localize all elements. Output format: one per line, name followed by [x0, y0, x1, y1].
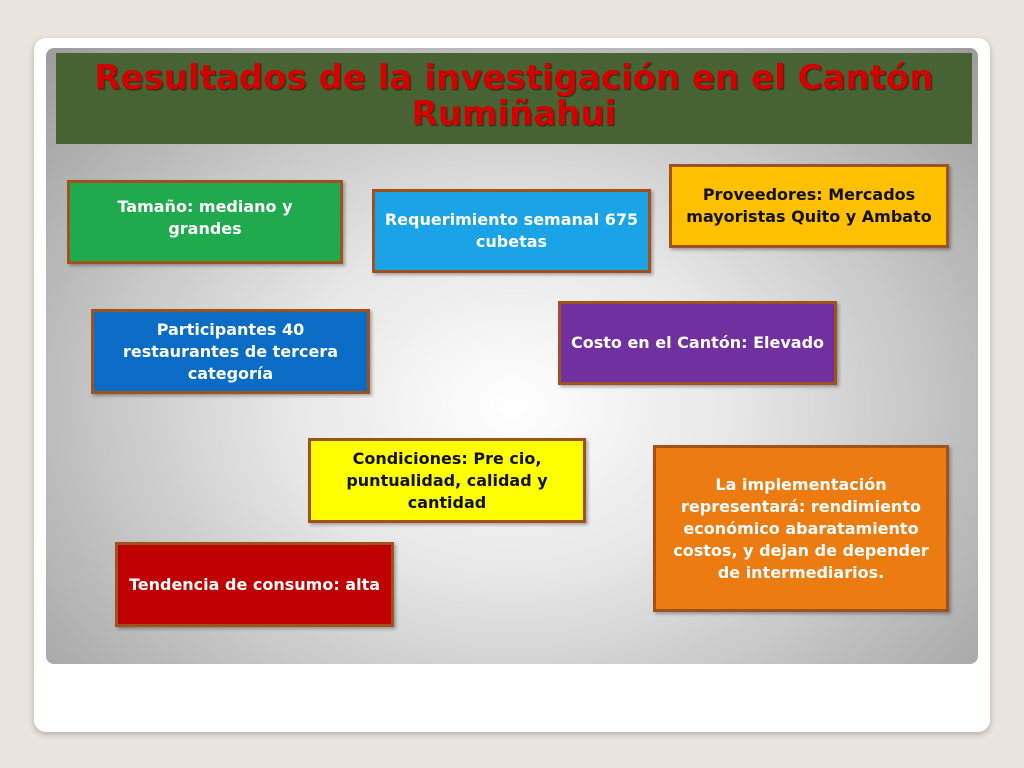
box-tendencia-text: Tendencia de consumo: alta: [128, 574, 381, 594]
title-bar: [56, 53, 972, 144]
box-participantes: [91, 309, 370, 394]
box-requerimiento: [372, 189, 651, 273]
box-condiciones: [308, 438, 586, 523]
box-requerimiento-text: Requerimiento semanal 675 cubetas: [384, 210, 639, 251]
slide-title: Resultados de la investigación en el Cantón Rumiñahui: [94, 57, 934, 134]
box-tendencia: [115, 542, 394, 627]
box-participantes-text: Participantes 40 restaurantes de tercera categoría: [122, 319, 339, 383]
box-condiciones-text: Condiciones: Pre cio, puntualidad, calidad y cantidad: [346, 448, 548, 512]
box-implementacion: [653, 445, 949, 612]
box-tamano: [67, 180, 343, 264]
box-costo-text: Costo en el Cantón: Elevado: [570, 333, 825, 352]
box-proveedores: [669, 164, 949, 248]
box-proveedores-text: Proveedores: Mercados mayoristas Quito y Ambato: [686, 185, 932, 226]
slide: [46, 48, 978, 664]
box-costo: [558, 301, 837, 385]
box-implementacion-text: La implementación representará: rendimiento económico abaratamiento costos, y dejan de depender de intermediarios.: [673, 474, 929, 582]
box-tamano-text: Tamaño: mediano y grandes: [117, 197, 293, 238]
